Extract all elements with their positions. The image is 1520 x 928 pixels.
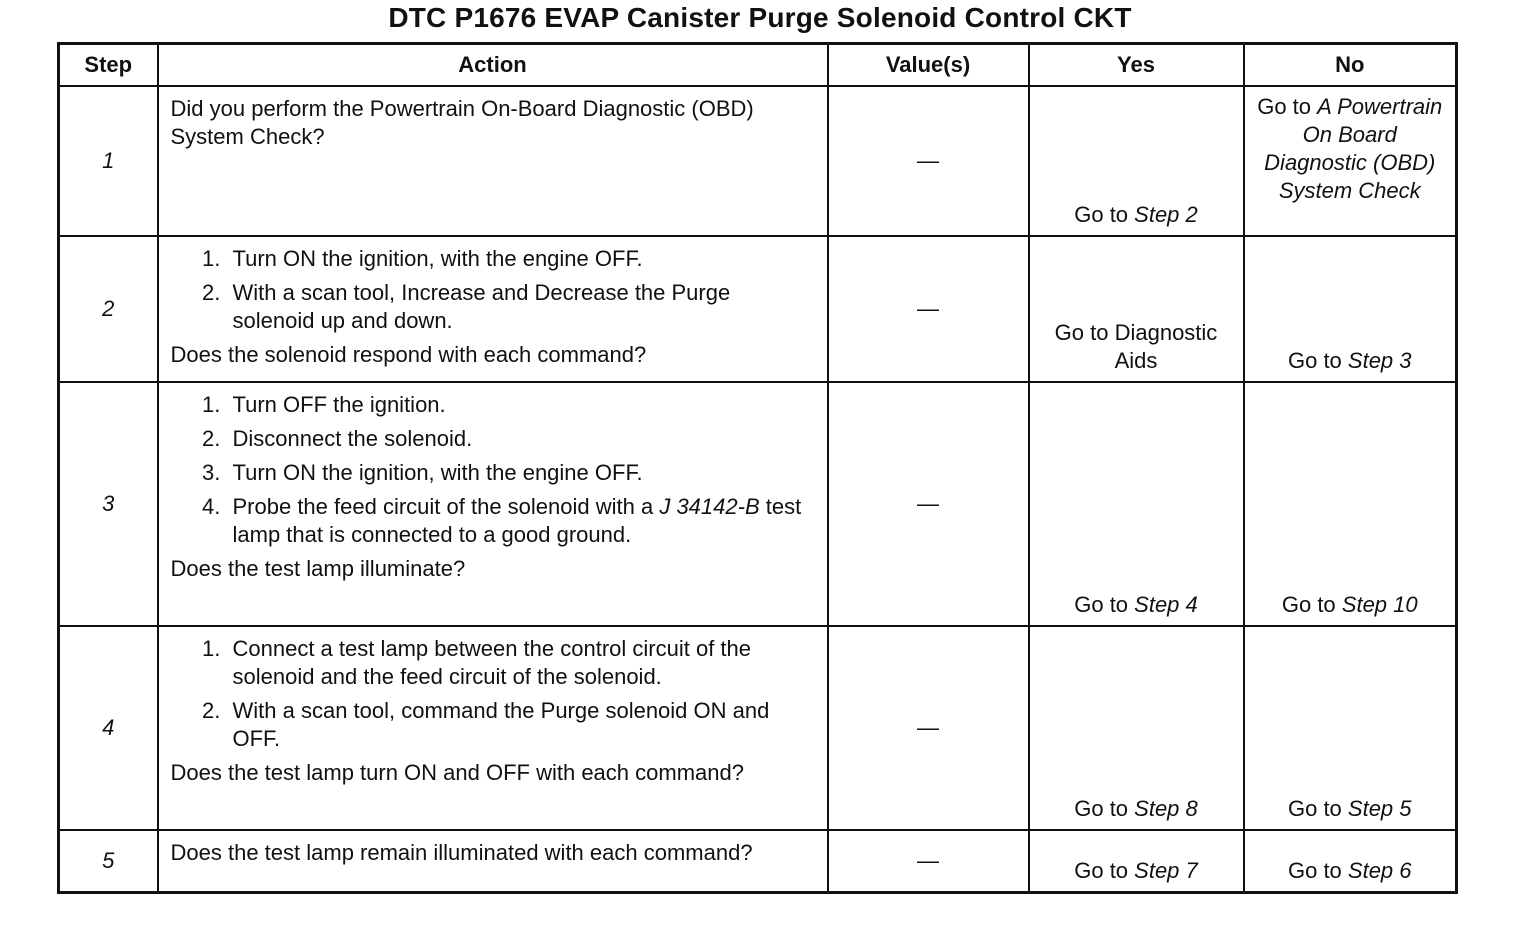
list-item: 2. With a scan tool, Increase and Decrease the Purge solenoid up and down. xyxy=(227,279,817,335)
action-question: Did you perform the Powertrain On-Board Diagnostic (OBD) System Check? xyxy=(170,96,754,149)
step-number: 1 xyxy=(59,86,158,236)
action-question: Does the test lamp illuminate? xyxy=(170,556,466,581)
table-row xyxy=(59,382,1457,626)
list-item: 1. Turn OFF the ignition. xyxy=(227,391,817,419)
no-cell xyxy=(1244,86,1457,236)
action-steps-list xyxy=(171,635,817,753)
no-step-link[interactable]: Step 6 xyxy=(1347,857,1412,883)
value-cell: — xyxy=(828,830,1029,892)
no-step-link[interactable]: Step 10 xyxy=(1341,592,1418,617)
header-values: Value(s) xyxy=(828,44,1029,87)
list-item: 1. Connect a test lamp between the control circuit of the solenoid and the feed circuit of the solenoid. xyxy=(227,635,817,691)
yes-cell xyxy=(1029,830,1244,892)
action-cell xyxy=(158,86,828,236)
value-cell: — xyxy=(828,382,1029,626)
action-steps-list xyxy=(171,245,817,335)
action-cell xyxy=(158,236,828,382)
list-item xyxy=(227,493,817,549)
yes-step-link[interactable]: Step 8 xyxy=(1134,796,1198,821)
yes-prefix: Go to xyxy=(1074,796,1135,821)
tool-reference: J 34142-B xyxy=(659,494,760,519)
header-yes: Yes xyxy=(1029,44,1244,87)
action-question: Does the test lamp remain illuminated with each command? xyxy=(170,840,753,865)
no-step-link[interactable]: A Powertrain On Board Diagnostic (OBD) System Check xyxy=(1264,94,1443,203)
no-prefix: Go to xyxy=(1287,796,1348,821)
yes-cell xyxy=(1029,236,1244,382)
yes-step-link[interactable]: Step 7 xyxy=(1134,857,1198,883)
action-steps-list xyxy=(171,391,817,549)
list-item: 2. With a scan tool, command the Purge solenoid ON and OFF. xyxy=(227,697,817,753)
list-item: 1. Turn ON the ignition, with the engine OFF. xyxy=(227,245,817,273)
document-title: DTC P1676 EVAP Canister Purge Solenoid Control CKT xyxy=(388,2,1132,33)
action-cell xyxy=(158,830,828,892)
no-prefix: Go to xyxy=(1281,592,1342,617)
yes-prefix: Go to xyxy=(1074,592,1135,617)
table-row xyxy=(59,626,1457,830)
list-item-text-continued: test lamp that is connected to a good ground. xyxy=(232,494,802,547)
yes-step-link[interactable]: Go to Diagnostic Aids xyxy=(1054,320,1218,373)
table-row xyxy=(59,830,1457,892)
header-no: No xyxy=(1244,44,1457,87)
yes-cell xyxy=(1029,626,1244,830)
no-prefix: Go to xyxy=(1287,857,1348,883)
header-row xyxy=(59,44,1457,87)
action-cell xyxy=(158,626,828,830)
header-action: Action xyxy=(158,44,828,87)
yes-prefix: Go to xyxy=(1074,857,1135,883)
diagnostic-table xyxy=(57,42,1458,894)
no-step-link[interactable]: Step 3 xyxy=(1347,348,1412,373)
no-cell xyxy=(1244,382,1457,626)
table-row xyxy=(59,236,1457,382)
action-cell xyxy=(158,382,828,626)
action-question: Does the solenoid respond with each command? xyxy=(170,342,647,367)
no-step-link[interactable]: Step 5 xyxy=(1347,796,1412,821)
value-cell: — xyxy=(828,86,1029,236)
yes-prefix: Go to xyxy=(1074,202,1135,227)
step-number: 4 xyxy=(59,626,158,830)
table-row xyxy=(59,86,1457,236)
no-prefix: Go to xyxy=(1287,348,1348,373)
yes-step-link[interactable]: Step 4 xyxy=(1134,592,1198,617)
yes-step-link[interactable]: Step 2 xyxy=(1134,202,1198,227)
no-cell xyxy=(1244,236,1457,382)
value-cell: — xyxy=(828,626,1029,830)
list-item-text: Probe the feed circuit of the solenoid with a xyxy=(232,494,654,519)
list-item: 3. Turn ON the ignition, with the engine OFF. xyxy=(227,459,817,487)
step-number: 5 xyxy=(59,830,158,892)
value-cell: — xyxy=(828,236,1029,382)
list-item: 2. Disconnect the solenoid. xyxy=(227,425,817,453)
no-cell xyxy=(1244,626,1457,830)
no-cell xyxy=(1244,830,1457,892)
header-step: Step xyxy=(59,44,158,87)
step-number: 2 xyxy=(59,236,158,382)
step-number: 3 xyxy=(59,382,158,626)
yes-cell xyxy=(1029,86,1244,236)
yes-cell xyxy=(1029,382,1244,626)
no-prefix: Go to xyxy=(1257,94,1318,119)
action-question: Does the test lamp turn ON and OFF with each command? xyxy=(170,760,744,785)
